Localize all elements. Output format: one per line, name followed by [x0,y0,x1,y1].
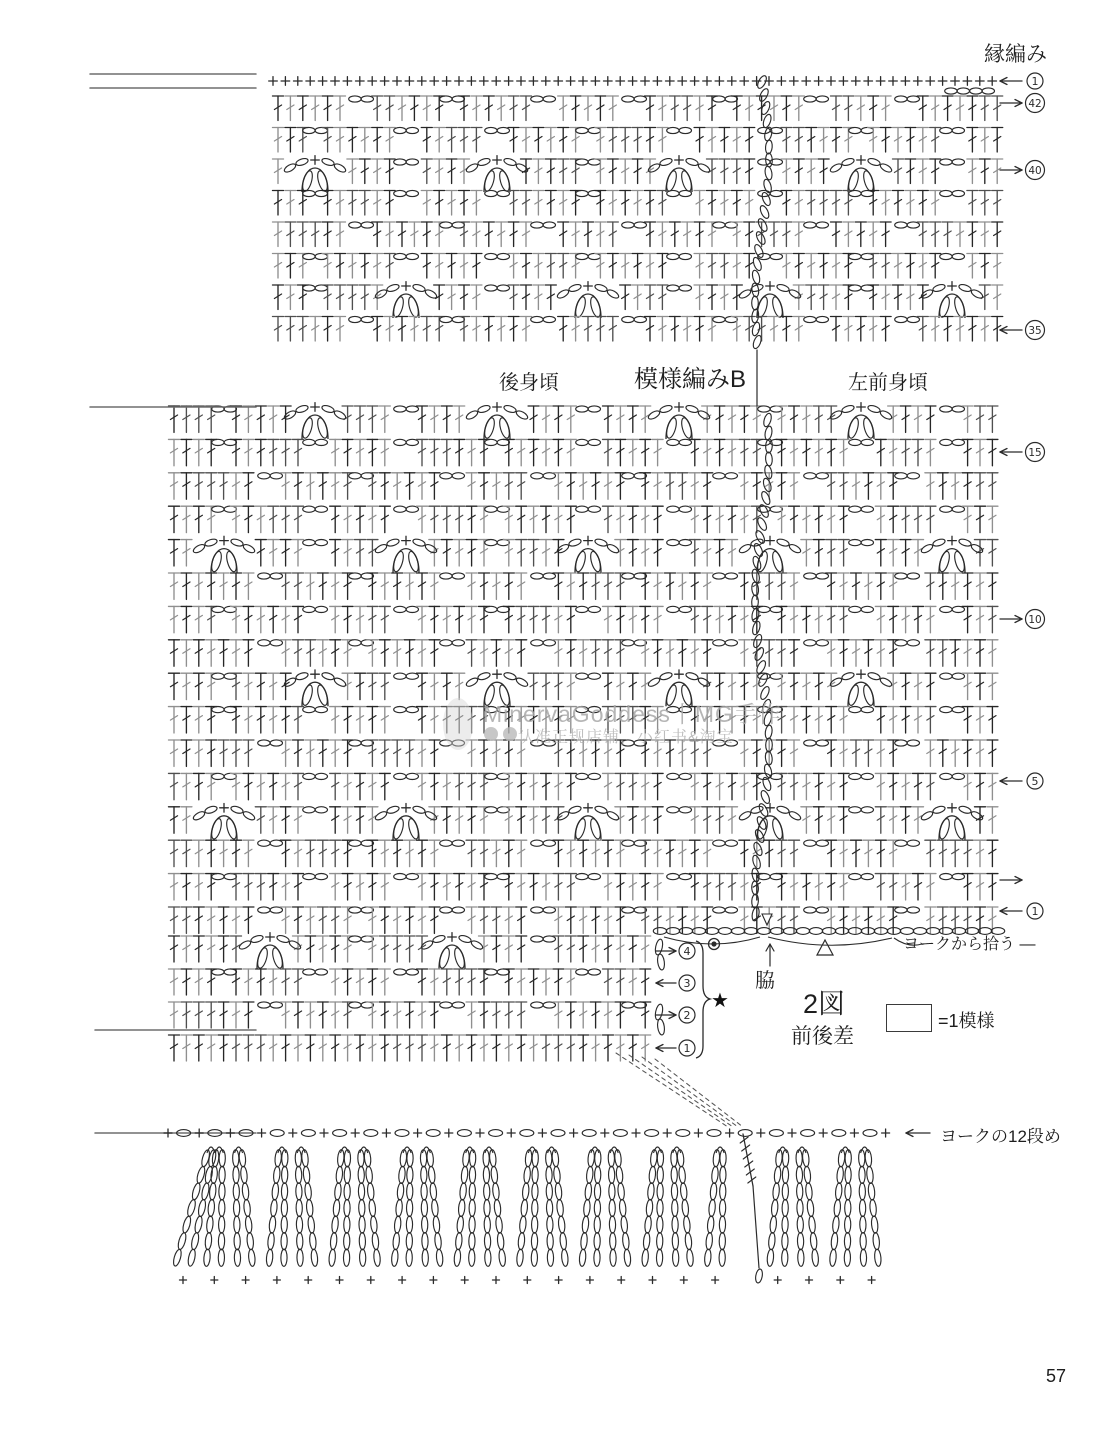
edge-knitting-label: 縁編み [984,43,1047,66]
pattern-b-label: 模様編みB [634,366,747,393]
yoke-row-12-label: ヨークの12段め [940,1127,1061,1146]
left-front-body-label: 左前身頃 [848,372,928,394]
svg-text:★: ★ [711,988,729,1012]
back-body-label: 後身頃 [499,372,559,394]
pickup-from-yoke-label: ヨークから拾う ― [903,936,1036,953]
watermark-line2: 认准正规店铺，小红书&淘宝 [518,729,734,746]
one-pattern-legend-label: =1模様 [938,1011,995,1031]
figure-2-label: 2図 [803,989,846,1019]
page-number: 57 [1046,1366,1067,1386]
watermark-line1: MinervaGoddess丨MG手作 [483,701,782,727]
one-pattern-legend-box [886,1004,932,1032]
side-label: 脇 [755,970,775,992]
front-back-diff-label: 前後差 [791,1025,854,1048]
